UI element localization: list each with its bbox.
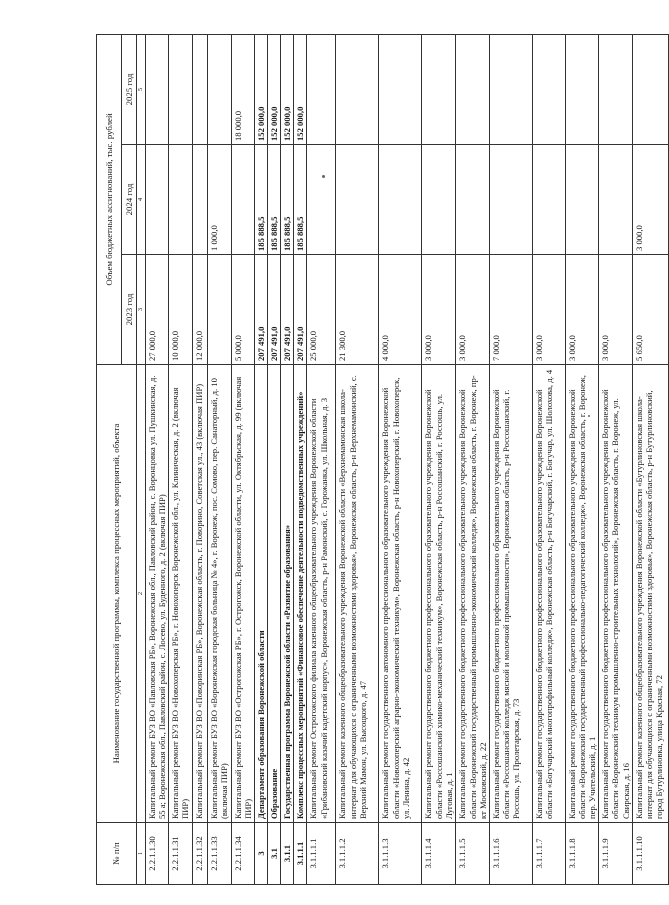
value-2024 (146, 145, 169, 255)
row-name: Капитальный ремонт БУЗ ВО «Новохоперская РБ», г. Новохоперск Воронежской обл., ул. Клиническая, д. 2 (включая ПИР) (169, 365, 192, 823)
row-num: 3.1.1.1.10 (632, 823, 668, 885)
budget-table (96, 34, 669, 885)
row-name: Комплекс процессных мероприятий «Финансовое обеспечение деятельности подведомственных учреждений» (294, 365, 307, 823)
value-2025 (146, 34, 169, 144)
value-2023: 3 000,0 (456, 255, 489, 365)
value-2023: 5 650,0 (632, 255, 668, 365)
row-name: Капитальный ремонт государственного бюджетного профессионального образовательного учреждения Воронежской области «Воронежский техникум промышленно-строительных технологий», Воронежская область, г. Воронеж, ул. Свирская, д. 16 (599, 365, 632, 823)
value-2023: 5 000,0 (231, 255, 254, 365)
value-2023: 10 000,0 (169, 255, 192, 365)
value-2024 (192, 145, 207, 255)
value-2024 (307, 145, 336, 255)
value-2025 (207, 34, 231, 144)
value-2023: 3 000,0 (565, 255, 598, 365)
row-num: 3.1.1.1.4 (422, 823, 456, 885)
table-row (565, 34, 598, 884)
row-name: Капитальный ремонт государственного бюджетного профессионального образовательного учреждения Воронежской области «Богучарский многопрофильный колледж», Воронежская область, р-н Богучарский, г. Богучар, ул. Шолохова, д. 4 (532, 365, 565, 823)
table-row (192, 34, 207, 884)
value-2023: 3 000,0 (532, 255, 565, 365)
row-name: Капитальный ремонт Острогожского филиала казенного общеобразовательного учреждения Воронежской области «Грибановский казачий кадетский корпус», Воронежская область, р-н Рамонский, с. Горожанка, ул. Школьная, д. 3 (307, 365, 336, 823)
value-2024: 185 888,5 (294, 145, 307, 255)
row-num: 2.2.1.1.30 (146, 823, 169, 885)
value-2024 (532, 145, 565, 255)
table-row (307, 34, 336, 884)
row-num: 3.1.1.1.2 (336, 823, 379, 885)
row-num: 3.1.1.1.5 (456, 823, 489, 885)
table-row (294, 34, 307, 884)
row-name: Капитальный ремонт государственного бюджетного профессионального образовательного учреждения Воронежской области «Россошанский колледж мясной и молочной промышленности», Воронежская область, р-н Россошанский, г. Россошь, ул. Пролетарская, д. 73 (489, 365, 532, 823)
value-2025 (307, 34, 336, 144)
value-2025 (422, 34, 456, 144)
row-num: 3.1.1.1.1 (307, 823, 336, 885)
table-row (336, 34, 379, 884)
value-2023: 21 300,0 (336, 255, 379, 365)
table-row (281, 34, 294, 884)
row-name: Департамент образования Воронежской области (254, 365, 267, 823)
value-2025 (532, 34, 565, 144)
value-2025: 152 000,0 (281, 34, 294, 144)
colnum-1: 1 (137, 823, 146, 885)
header-year-2023: 2023 год (122, 255, 137, 365)
table-row (489, 34, 532, 884)
value-2025 (565, 34, 598, 144)
table-row (532, 34, 565, 884)
table-row (207, 34, 231, 884)
value-2023: 207 491,0 (294, 255, 307, 365)
row-num: 3.1 (267, 823, 280, 885)
row-num: 3.1.1.1.8 (565, 823, 598, 885)
row-name: Капитальный ремонт государственного бюджетного профессионального образовательного учреждения Воронежской области «Воронежский государственный профессионально-педагогический колледж», Воронежская область, г. Воронеж, пер. Учительский, д. 1 (565, 365, 598, 823)
table-row (146, 34, 169, 884)
rotated-table-wrapper (96, 35, 664, 885)
row-num: 2.2.1.1.33 (207, 823, 231, 885)
value-2025 (632, 34, 668, 144)
table-row (231, 34, 254, 884)
value-2023: 207 491,0 (254, 255, 267, 365)
value-2023: 207 491,0 (281, 255, 294, 365)
value-2025: 152 000,0 (294, 34, 307, 144)
row-num: 3.1.1.1.7 (532, 823, 565, 885)
row-num: 3.1.1.1 (294, 823, 307, 885)
value-2023: 25 000,0 (307, 255, 336, 365)
value-2024 (489, 145, 532, 255)
row-num: 3.1.1 (281, 823, 294, 885)
value-2024 (599, 145, 632, 255)
row-num: 3 (254, 823, 267, 885)
value-2025 (599, 34, 632, 144)
value-2024: 185 888,5 (267, 145, 280, 255)
header-name: Наименование государственной программы, комплекса процессных мероприятий, объекта (97, 365, 137, 823)
value-2024 (169, 145, 192, 255)
table-row (456, 34, 489, 884)
row-name: Образование (267, 365, 280, 823)
row-name: Капитальный ремонт государственного бюджетного профессионального образовательного учреждения Воронежской области «Воронежский государственный промышленно-экономический колледж», Воронежская область, г. Воронеж, пр-кт Московский, д. 22 (456, 365, 489, 823)
table-row (379, 34, 422, 884)
header-budget: Объем бюджетных ассигнований, тыс. рублей (97, 34, 122, 364)
row-name: Капитальный ремонт БУЗ ВО «Павловская РБ», Воронежская обл., Павловский район, с. Воронцовка ул. Пушкинская, д. 55 а; Воронежская обл., Павловский район, с. Лосево, ул. Буденного, д. 2 (включая ПИР) (146, 365, 169, 823)
row-name: Капитальный ремонт казенного общеобразовательного учреждения Воронежской области «Бутурлиновская школа-интернат для обучающихся с ограниченными возможностями здоровья», Воронежская область, р-н Бутурлиновский, город Бутурлиновка, улица Красная, 72 (632, 365, 668, 823)
colnum-5: 5 (137, 34, 146, 144)
table-row (254, 34, 267, 884)
colnum-4: 4 (137, 145, 146, 255)
row-name: Государственная программа Воронежской области «Развитие образования» (281, 365, 294, 823)
header-num: № п/п (97, 823, 137, 885)
row-num: 3.1.1.1.9 (599, 823, 632, 885)
table-row (169, 34, 192, 884)
row-name: Капитальный ремонт государственного автономного профессионального образовательного учреждения Воронежской области «Новохоперский аграрно-экономический техникум», Воронежская область, р-н Новохоперский, г. Новохоперск, ул. Ленина, д. 42 (379, 365, 422, 823)
value-2024: 3 000,0 (632, 145, 668, 255)
value-2024 (379, 145, 422, 255)
value-2024 (456, 145, 489, 255)
value-2024 (231, 145, 254, 255)
table-row (267, 34, 280, 884)
row-num: 2.2.1.1.31 (169, 823, 192, 885)
table-row (632, 34, 668, 884)
row-name: Капитальный ремонт государственного бюджетного профессионального образовательного учреждения Воронежской области «Россошанский химико-механический техникум», Воронежская область, р-н Россошанский, г. Россошь, ул. Луговая, д. 1 (422, 365, 456, 823)
value-2023: 3 000,0 (599, 255, 632, 365)
row-num: 3.1.1.1.6 (489, 823, 532, 885)
value-2025 (336, 34, 379, 144)
value-2024 (565, 145, 598, 255)
row-name: Капитальный ремонт БУЗ ВО «Острогожская РБ», г. Острогожск, Воронежской области, ул. Октябрьская, д. 99 (включая ПИР) (231, 365, 254, 823)
value-2024: 1 000,0 (207, 145, 231, 255)
row-num: 2.2.1.1.34 (231, 823, 254, 885)
value-2024 (422, 145, 456, 255)
value-2023: 27 000,0 (146, 255, 169, 365)
row-num: 3.1.1.1.3 (379, 823, 422, 885)
row-num: 2.2.1.1.32 (192, 823, 207, 885)
value-2024: 185 888,5 (281, 145, 294, 255)
value-2025 (489, 34, 532, 144)
table-row (422, 34, 456, 884)
value-2023: 4 000,0 (379, 255, 422, 365)
header-year-2024: 2024 год (122, 145, 137, 255)
header-year-2025: 2025 год (122, 34, 137, 144)
row-name: Капитальный ремонт казенного общеобразовательного учреждения Воронежской области «Верхнемамонская школа-интернат для обучающихся с ограниченными возможностями здоровья», Воронежская область, р-н Верхнемамонский, с. Верхний Мамон, ул. Высоцкого, д. 47 (336, 365, 379, 823)
value-2025 (379, 34, 422, 144)
value-2025 (456, 34, 489, 144)
colnum-3: 3 (137, 255, 146, 365)
value-2025: 18 000,0 (231, 34, 254, 144)
value-2023 (207, 255, 231, 365)
colnum-2: 2 (137, 365, 146, 823)
value-2023: 207 491,0 (267, 255, 280, 365)
table-row (599, 34, 632, 884)
value-2025 (169, 34, 192, 144)
value-2025: 152 000,0 (254, 34, 267, 144)
value-2023: 3 000,0 (422, 255, 456, 365)
value-2024: 185 888,5 (254, 145, 267, 255)
value-2024 (336, 145, 379, 255)
row-name: Капитальный ремонт БУЗ ВО «Поворинская РБ», Воронежская область, г. Поворино, Советская ул., 43 (включая ПИР) (192, 365, 207, 823)
value-2025 (192, 34, 207, 144)
value-2023: 7 000,0 (489, 255, 532, 365)
value-2025: 152 000,0 (267, 34, 280, 144)
value-2023: 12 000,0 (192, 255, 207, 365)
row-name: Капитальный ремонт БУЗ ВО «Воронежская городская больница № 4», г. Воронеж, пос. Сомово, пер. Санаторный, д. 10 (включая ПИР) (207, 365, 231, 823)
